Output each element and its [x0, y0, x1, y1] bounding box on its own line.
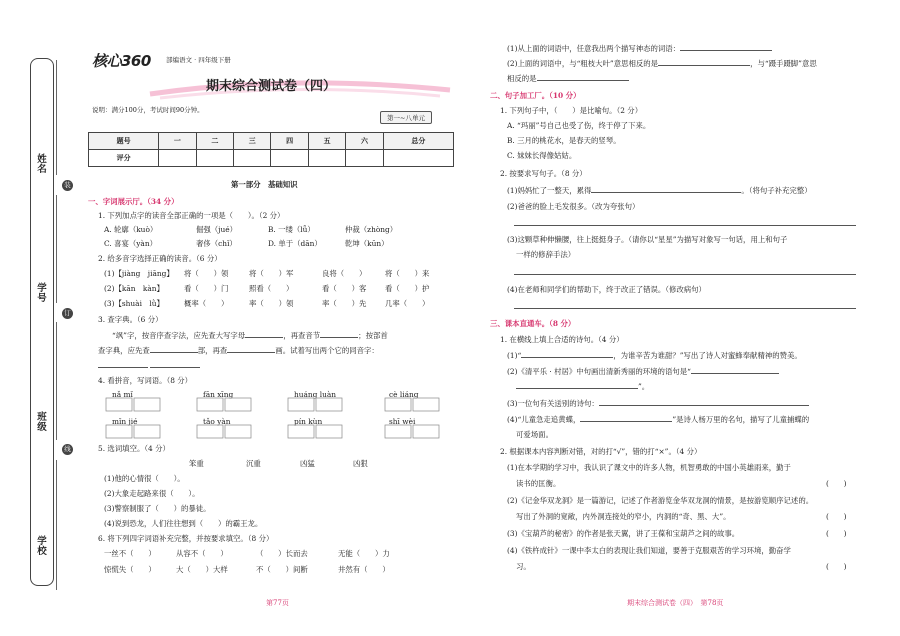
answer-blank[interactable] [245, 331, 283, 338]
unit-range-tab: 第一~八单元 [380, 111, 432, 124]
question-text: 2. 根据课本内容判断对错，对的打“√”，错的打“×”。（4 分） [500, 447, 702, 456]
seal-mark: 订 [62, 308, 73, 319]
question-text: (4)在老师和同学们的帮助下，终于改正了错误。（修改病句） [507, 285, 706, 294]
polyphone-label: (3)【shuài lǜ】 [104, 299, 164, 308]
option-text: D. 单于（dān） [268, 239, 322, 248]
question-text: 2. 给多音字选择正确的读音。（6 分） [98, 254, 222, 263]
idiom-blank[interactable]: 惊慌失（ ） [104, 565, 156, 574]
seal-mark: 线 [62, 444, 73, 455]
option-text: 乾坤（kūn） [345, 239, 389, 248]
polyphone-blank[interactable]: 率（ ）领 [249, 299, 294, 308]
polyphone-blank[interactable]: 良将（ ） [322, 269, 367, 278]
score-cell[interactable] [308, 150, 345, 167]
answer-blank[interactable] [599, 399, 809, 406]
pinyin-text: mǐn jié [112, 417, 138, 426]
answer-line[interactable] [514, 274, 856, 275]
answer-line[interactable] [514, 225, 856, 226]
pinyin-text: shī wèi [389, 417, 416, 426]
polyphone-label: (1)【jiàng jiāng】 [104, 269, 174, 278]
idiom-blank[interactable]: 井然有（ ） [338, 565, 390, 574]
score-cell[interactable] [159, 150, 196, 167]
polyphone-blank[interactable]: 看（ ）客 [322, 284, 367, 293]
seal-line [56, 195, 57, 303]
option-text: A. 轮廓（kuò） [104, 225, 158, 234]
option-text: 奢侈（chǐ） [196, 239, 237, 248]
question-text: 一样的修辞手法） [516, 250, 576, 259]
idiom-blank[interactable]: （ ）长而去 [256, 549, 308, 558]
section-heading: 一、字词展示厅。（34 分） [88, 197, 179, 206]
dictionary-question: 查字典，应先查 部，再查 画。试着写出两个它的同音字： [98, 346, 379, 355]
brand-logo: 核心360 [92, 52, 151, 70]
judge-item: (2)《记金华双龙洞》是一篇游记，记述了作者游览金华双龙洞的情景，是按游览顺序记述的。 [507, 496, 814, 505]
fill-blank-item: (2)大象走起路来很（ ）。 [104, 489, 200, 498]
table-header-cell: 一 [159, 133, 196, 150]
table-header-cell: 题号 [89, 133, 159, 150]
table-header-cell: 三 [234, 133, 271, 150]
table-row [89, 150, 454, 167]
seal-line [56, 60, 57, 175]
option-text: 倔强（jué） [196, 225, 237, 234]
judge-item: 习。 [516, 562, 531, 571]
answer-blank[interactable] [516, 382, 638, 389]
question-text: (2)《清平乐 · 村居》中句画出清新秀丽的环境的语句是“ [507, 367, 779, 375]
idiom-blank[interactable]: 不（ ）间断 [256, 565, 308, 574]
seal-line [56, 460, 57, 590]
pinyin-text: tǎo yàn [203, 417, 231, 426]
question-text: (2)爸爸的脸上毛发很多。（改为夸张句） [507, 202, 640, 211]
answer-blank[interactable] [580, 415, 672, 422]
answer-blank[interactable] [591, 186, 741, 193]
class-label: 班级 [37, 412, 47, 433]
polyphone-blank[interactable]: 照看（ ） [249, 284, 294, 293]
question-text: 3. 查字典。（6 分） [98, 315, 163, 324]
seal-mark: 装 [62, 180, 73, 191]
question-text: 5. 选词填空。（4 分） [98, 444, 170, 453]
fill-blank-item: (4)说到恐龙，人们往往想到（ ）的霸王龙。 [104, 519, 263, 528]
question-text: 1. 下列句子中，（ ）是比喻句。（2 分） [500, 106, 643, 115]
idiom-blank[interactable]: 从容不（ ） [176, 549, 228, 558]
polyphone-blank[interactable]: 率（ ）先 [322, 299, 367, 308]
question-text: 相反的是 [507, 74, 629, 82]
polyphone-blank[interactable]: 看（ ）护 [385, 284, 430, 293]
question-text: (1)从上面的词语中，任意我出两个描写神态的词语： [507, 44, 772, 52]
polyphone-blank[interactable]: 将（ ）军 [249, 269, 294, 278]
polyphone-blank[interactable]: 看（ ）门 [184, 284, 229, 293]
polyphone-blank[interactable]: 几率（ ） [385, 299, 430, 308]
option-text: C. 妹妹长得像姑姑。 [507, 151, 577, 160]
idiom-blank[interactable]: 大（ ）大样 [176, 565, 228, 574]
answer-blank[interactable] [150, 361, 200, 368]
option-text: B. 三月的桃花水，是春天的竖琴。 [507, 136, 621, 145]
polyphone-blank[interactable]: 将（ ）来 [385, 269, 430, 278]
answer-blank[interactable] [691, 367, 779, 374]
option-text: A. “玛丽”号自己也受了伤，终于停了下来。 [507, 121, 651, 130]
table-header-cell: 二 [196, 133, 233, 150]
word-choice: 笨重 [189, 459, 204, 468]
table-row [89, 133, 454, 150]
question-text: ”。 [516, 382, 649, 390]
dictionary-question: “飒”字，按音序查字法，应先查大写字母 ，再查音节 ；按部首 [112, 331, 388, 340]
pinyin-text: nǎ mǐ [112, 390, 133, 399]
student-info-sidebar [30, 58, 54, 586]
idiom-blank[interactable]: 无能（ ）力 [338, 549, 390, 558]
score-cell[interactable] [346, 150, 383, 167]
judge-paren[interactable]: ( ) [826, 512, 847, 521]
part-one-heading: 第一部分 基础知识 [231, 180, 298, 189]
answer-blank[interactable] [521, 351, 613, 358]
table-header-cell: 六 [346, 133, 383, 150]
question-text: (1)妈妈忙了一整天，累得 。（将句子补充完整） [507, 186, 812, 195]
question-text: 4. 看拼音，写词语。（8 分） [98, 376, 193, 385]
score-cell[interactable] [271, 150, 308, 167]
exam-title: 期末综合测试卷（四） [205, 79, 336, 94]
judge-item: 写出了外洞的宽敞，内外洞连接处的窄小，内洞的“奇、黑、大”。 [516, 512, 731, 521]
pinyin-text: cè liáng [389, 390, 419, 399]
page-number-right: 期末综合测试卷（四） 第78页 [627, 599, 724, 607]
question-text: (4)“儿童急走追黄蝶， ”是诗人杨万里的名句，描写了儿童捕蝶的 [507, 415, 810, 424]
answer-blank[interactable] [680, 44, 772, 51]
judge-paren[interactable]: ( ) [826, 479, 847, 488]
answer-blank[interactable] [658, 59, 750, 66]
section-heading: 二、句子加工厂。（10 分） [490, 91, 581, 100]
answer-blank[interactable] [320, 331, 358, 338]
question-text: (1)“ ，为谁辛苦为谁甜？”写出了诗人对蜜蜂奉献精神的赞美。 [507, 351, 802, 360]
question-text: 可爱场面。 [516, 430, 553, 439]
pinyin-grid-row [104, 424, 464, 440]
word-choice: 沉重 [246, 459, 261, 468]
question-text: 2. 按要求写句子。（8 分） [500, 169, 587, 178]
pinyin-grid-row [104, 397, 464, 413]
page-number-left: 第77页 [266, 599, 289, 607]
exam-instruction: 说明：满分100分，考试时间90分钟。 [92, 106, 204, 114]
word-choice: 凶猛 [300, 459, 315, 468]
pinyin-text: fān xīng [203, 390, 234, 399]
polyphone-blank[interactable]: 概率（ ） [184, 299, 229, 308]
judge-item: (1)在本学期的学习中，我认识了课文中的许多人物，机智勇敢的中国小英雄雨来，勤于 [507, 463, 791, 472]
option-text: 仲裁（zhòng） [345, 225, 398, 234]
word-choice: 凶狠 [353, 459, 368, 468]
section-heading: 三、课本直通车。（8 分） [490, 319, 576, 328]
question-text: (2)上面的词语中，与“粗枝大叶”意思相反的是 ，与“蹑手蹑脚”意思 [507, 59, 817, 68]
question-text: 1. 下列加点字的读音全部正确的一项是（ ）。（2 分） [98, 211, 285, 220]
idiom-blank[interactable]: 一丝不（ ） [104, 549, 156, 558]
dictionary-question [98, 361, 200, 369]
option-text: C. 喜宴（yàn） [104, 239, 157, 248]
question-text: 1. 在横线上填上合适的诗句。（4 分） [500, 335, 624, 344]
polyphone-label: (2)【kān kàn】 [104, 284, 164, 293]
answer-line[interactable] [514, 308, 856, 309]
fill-blank-item: (1)他的心情很（ ）。 [104, 474, 185, 483]
judge-paren[interactable]: ( ) [826, 562, 847, 571]
table-header-cell: 五 [308, 133, 345, 150]
subject-label: 部编语文 · 四年级下册 [166, 56, 231, 64]
judge-item: (4)《铁杵成针》一课中李太白的表现让我们知道，要善于克服艰苦的学习环境，勤奋学 [507, 546, 791, 555]
pinyin-text: pín kùn [294, 417, 323, 426]
polyphone-blank[interactable]: 将（ ）领 [184, 269, 229, 278]
answer-blank[interactable] [98, 361, 148, 368]
score-cell[interactable] [196, 150, 233, 167]
score-cell[interactable] [234, 150, 271, 167]
answer-blank[interactable] [537, 74, 629, 81]
seal-line [56, 322, 57, 440]
question-text: 6. 将下列四字词语补充完整，并按要求填空。（8 分） [98, 534, 274, 543]
answer-blank[interactable] [150, 346, 198, 353]
pinyin-text: huáng luàn [294, 390, 337, 399]
question-text: (3)这颗草种伸懒腰，往上挺挺身子。（请你以“星星”为描写对象写一句话，用上和句子 [507, 235, 788, 244]
score-table [88, 132, 454, 167]
table-header-cell: 四 [271, 133, 308, 150]
judge-item: (3)《宝葫芦的秘密》的作者是张天翼，讲了王葆和宝葫芦之间的故事。 [507, 529, 740, 538]
answer-blank[interactable] [227, 346, 275, 353]
judge-paren[interactable]: ( ) [826, 529, 847, 538]
option-text: B. 一缕（lǚ） [268, 225, 315, 234]
fill-blank-item: (3)警察制服了（ ）的暴徒。 [104, 504, 211, 513]
score-cell[interactable] [383, 150, 453, 167]
table-header-cell: 总分 [383, 133, 453, 150]
school-label: 学校 [37, 536, 47, 557]
student-id-label: 学号 [37, 283, 47, 304]
question-text: (3)一位句有关送别的诗句： [507, 399, 809, 407]
table-row-label: 评分 [89, 150, 159, 167]
judge-item: 读书的匡衡。 [516, 479, 561, 488]
name-label: 姓名 [37, 154, 47, 175]
